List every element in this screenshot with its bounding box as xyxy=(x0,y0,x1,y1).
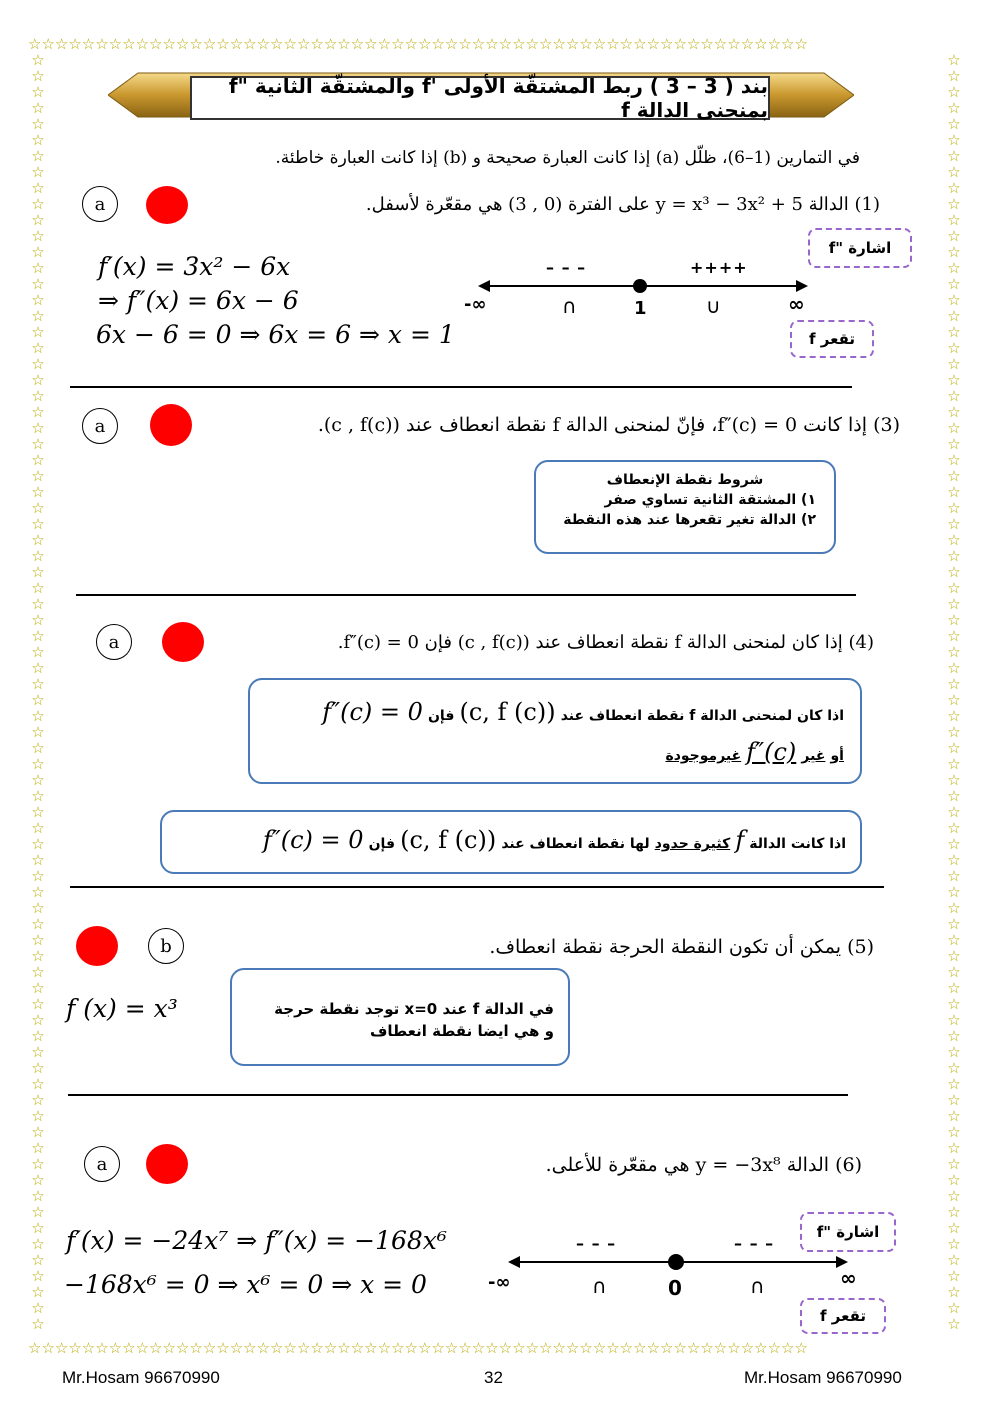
footer-right: Mr.Hosam 96670990 xyxy=(744,1368,902,1387)
box-line xyxy=(665,738,844,766)
divider xyxy=(76,594,856,596)
question-text xyxy=(365,194,880,215)
point-expression: (c, f (c)) xyxy=(400,826,497,854)
neg-infinity-label: -∞ xyxy=(488,1272,511,1293)
box-line: ٢) الدالة تغير تقعرها عند هذه النقطة xyxy=(563,512,816,528)
polynomial-inflection-box xyxy=(160,810,862,874)
divider xyxy=(70,386,852,388)
critical-point-label: 0 xyxy=(668,1276,682,1300)
answer-option-circle: a xyxy=(96,624,132,660)
critical-point-note-box xyxy=(230,968,570,1066)
question-statement: إذا كانت f″(c) = 0، فإنّ لمنحنى الدالة f نقطة انعطاف عند (c , f(c)). xyxy=(317,414,868,436)
page-title: بند ( 3 – 3 ) ربط المشتقّة الأولى 'f والمشتقّة الثانية "f بمنحنى الدالة f xyxy=(190,76,770,120)
shaded-answer-dot xyxy=(146,186,188,224)
sign-label-box: اشارة "f xyxy=(808,228,912,268)
function-symbol: f xyxy=(735,826,745,854)
pos-infinity-label: ∞ xyxy=(788,292,805,316)
pos-infinity-label: ∞ xyxy=(840,1266,857,1290)
second-derivative: f″(c) xyxy=(746,738,797,766)
box-line: ١) المشتقة الثانية تساوي صفر xyxy=(604,492,816,508)
work-line: ⇒ f″(x) = 6x − 6 xyxy=(98,286,299,315)
footer-left: Mr.Hosam 96670990 xyxy=(62,1368,220,1387)
box-text: لها نقطة انعطاف عند xyxy=(501,836,650,852)
box-line xyxy=(263,826,846,854)
concave-up-symbol: ∪ xyxy=(706,294,721,318)
inflection-theorem-box xyxy=(248,678,862,784)
answer-option-circle: a xyxy=(84,1146,120,1182)
box-text: فإن xyxy=(368,836,395,852)
question-number: (6) xyxy=(835,1154,862,1176)
work-line: 6x − 6 = 0 ⇒ 6x = 6 ⇒ x = 1 xyxy=(96,320,455,349)
star-border-left: ☆ ☆ ☆ ☆ ☆ ☆ ☆ ☆ ☆ ☆ ☆ ☆ ☆ ☆ ☆ ☆ ☆ ☆ ☆ ☆ ☆ ☆ ☆ ☆ ☆ ☆ ☆ ☆ ☆ ☆ ☆ ☆ ☆ ☆ ☆ ☆ ☆ ☆ ☆ ☆ ☆ ☆ ☆ ☆ ☆ ☆ ☆ ☆ ☆ ☆ ☆ ☆ ☆ ☆ ☆ ☆ ☆ ☆ ☆ ☆ ☆ ☆ ☆ ☆ ☆ ☆ ☆ ☆ ☆ ☆ ☆ ☆ ☆ ☆ ☆ ☆ ☆ ☆ ☆ ☆ xyxy=(31,52,45,1333)
question-number: (3) xyxy=(873,414,900,436)
question-statement: يمكن أن تكون النقطة الحرجة نقطة انعطاف. xyxy=(489,936,842,958)
work-line: f (x) = x³ xyxy=(66,994,178,1023)
shaded-answer-dot xyxy=(146,1144,188,1184)
star-border-right: ☆ ☆ ☆ ☆ ☆ ☆ ☆ ☆ ☆ ☆ ☆ ☆ ☆ ☆ ☆ ☆ ☆ ☆ ☆ ☆ ☆ ☆ ☆ ☆ ☆ ☆ ☆ ☆ ☆ ☆ ☆ ☆ ☆ ☆ ☆ ☆ ☆ ☆ ☆ ☆ ☆ ☆ ☆ ☆ ☆ ☆ ☆ ☆ ☆ ☆ ☆ ☆ ☆ ☆ ☆ ☆ ☆ ☆ ☆ ☆ ☆ ☆ ☆ ☆ ☆ ☆ ☆ ☆ ☆ ☆ ☆ ☆ ☆ ☆ ☆ ☆ ☆ ☆ ☆ ☆ xyxy=(947,52,961,1333)
divider xyxy=(70,886,884,888)
question-statement: الدالة y = x³ − 3x² + 5 على الفترة (0 , 3) هي مقعّرة لأسفل. xyxy=(365,194,849,215)
point-expression: (c, f (c)) xyxy=(459,698,556,726)
shaded-answer-dot xyxy=(76,926,118,966)
question-text xyxy=(545,1154,862,1176)
box-line: و هي ايضا نقطة انعطاف xyxy=(369,1022,554,1040)
concave-down-symbol: ∩ xyxy=(562,294,577,318)
divider xyxy=(68,1094,848,1096)
question-number: (4) xyxy=(848,632,874,653)
answer-option-circle: b xyxy=(148,928,184,964)
number-line xyxy=(478,276,808,296)
question-text xyxy=(490,936,874,958)
question-text xyxy=(330,632,874,653)
question-text xyxy=(310,414,900,436)
critical-point-label: 1 xyxy=(634,298,647,319)
concave-down-symbol: ∩ xyxy=(750,1274,765,1298)
neg-infinity-label: -∞ xyxy=(464,294,487,315)
second-derivative-zero: f″(c) = 0 xyxy=(322,698,423,726)
work-line: f′(x) = 3x² − 6x xyxy=(98,252,291,281)
box-line xyxy=(254,698,844,726)
instructions: في التمارين (1–6)، ظلّل (a) إذا كانت العبارة صحيحة و (b) إذا كانت العبارة خاطئة. xyxy=(275,148,860,168)
left-sign: – – – xyxy=(546,258,587,277)
answer-option-circle: a xyxy=(82,186,118,222)
answer-option-circle: a xyxy=(82,408,118,444)
page-number: 32 xyxy=(484,1368,503,1387)
right-sign: – – – xyxy=(734,1234,775,1253)
box-line: في الدالة f عند x=0 توجد نقطة حرجة xyxy=(274,1000,554,1018)
box-text: غير xyxy=(801,748,826,764)
number-line xyxy=(508,1252,848,1272)
box-text: اذا كانت الدالة xyxy=(749,836,846,852)
question-number: (5) xyxy=(847,936,874,958)
concavity-label-box: تقعر f xyxy=(790,320,874,358)
box-text: أو xyxy=(830,748,844,764)
right-sign: ++++ xyxy=(690,258,748,277)
concave-down-symbol: ∩ xyxy=(592,1274,607,1298)
box-text: اذا كان لمنحنى الدالة f نقطة انعطاف عند xyxy=(560,708,844,724)
work-line: f′(x) = −24x⁷ ⇒ f″(x) = −168x⁶ xyxy=(66,1226,447,1255)
box-text: فإن xyxy=(427,708,455,724)
star-border-top: ☆☆☆☆☆☆☆☆☆☆☆☆☆☆☆☆☆☆☆☆☆☆☆☆☆☆☆☆☆☆☆☆☆☆☆☆☆☆☆☆☆☆☆☆☆☆☆☆☆☆☆☆☆☆☆☆☆☆ xyxy=(28,35,808,53)
question-statement: إذا كان لمنحنى الدالة f نقطة انعطاف عند (c , f(c)) فإن f″(c) = 0. xyxy=(337,632,843,653)
question-number: (1) xyxy=(854,194,880,215)
star-border-bottom: ☆☆☆☆☆☆☆☆☆☆☆☆☆☆☆☆☆☆☆☆☆☆☆☆☆☆☆☆☆☆☆☆☆☆☆☆☆☆☆☆☆☆☆☆☆☆☆☆☆☆☆☆☆☆☆☆☆☆ xyxy=(28,1339,808,1357)
box-text: كثيرة حدود xyxy=(654,836,731,852)
inflection-conditions-box xyxy=(534,460,836,554)
concavity-label-box: تقعر f xyxy=(800,1298,886,1334)
sign-label-box: اشارة "f xyxy=(800,1212,896,1252)
work-line: −168x⁶ = 0 ⇒ x⁶ = 0 ⇒ x = 0 xyxy=(64,1270,427,1299)
box-text: غيرموجودة xyxy=(665,748,742,764)
box-title: شروط نقطة الإنعطاف xyxy=(606,472,764,488)
question-statement: الدالة y = −3x⁸ هي مقعّرة للأعلى. xyxy=(545,1154,830,1176)
left-sign: – – – xyxy=(576,1234,617,1253)
shaded-answer-dot xyxy=(162,622,204,662)
shaded-answer-dot xyxy=(150,404,192,446)
second-derivative-zero: f″(c) = 0 xyxy=(262,826,364,854)
